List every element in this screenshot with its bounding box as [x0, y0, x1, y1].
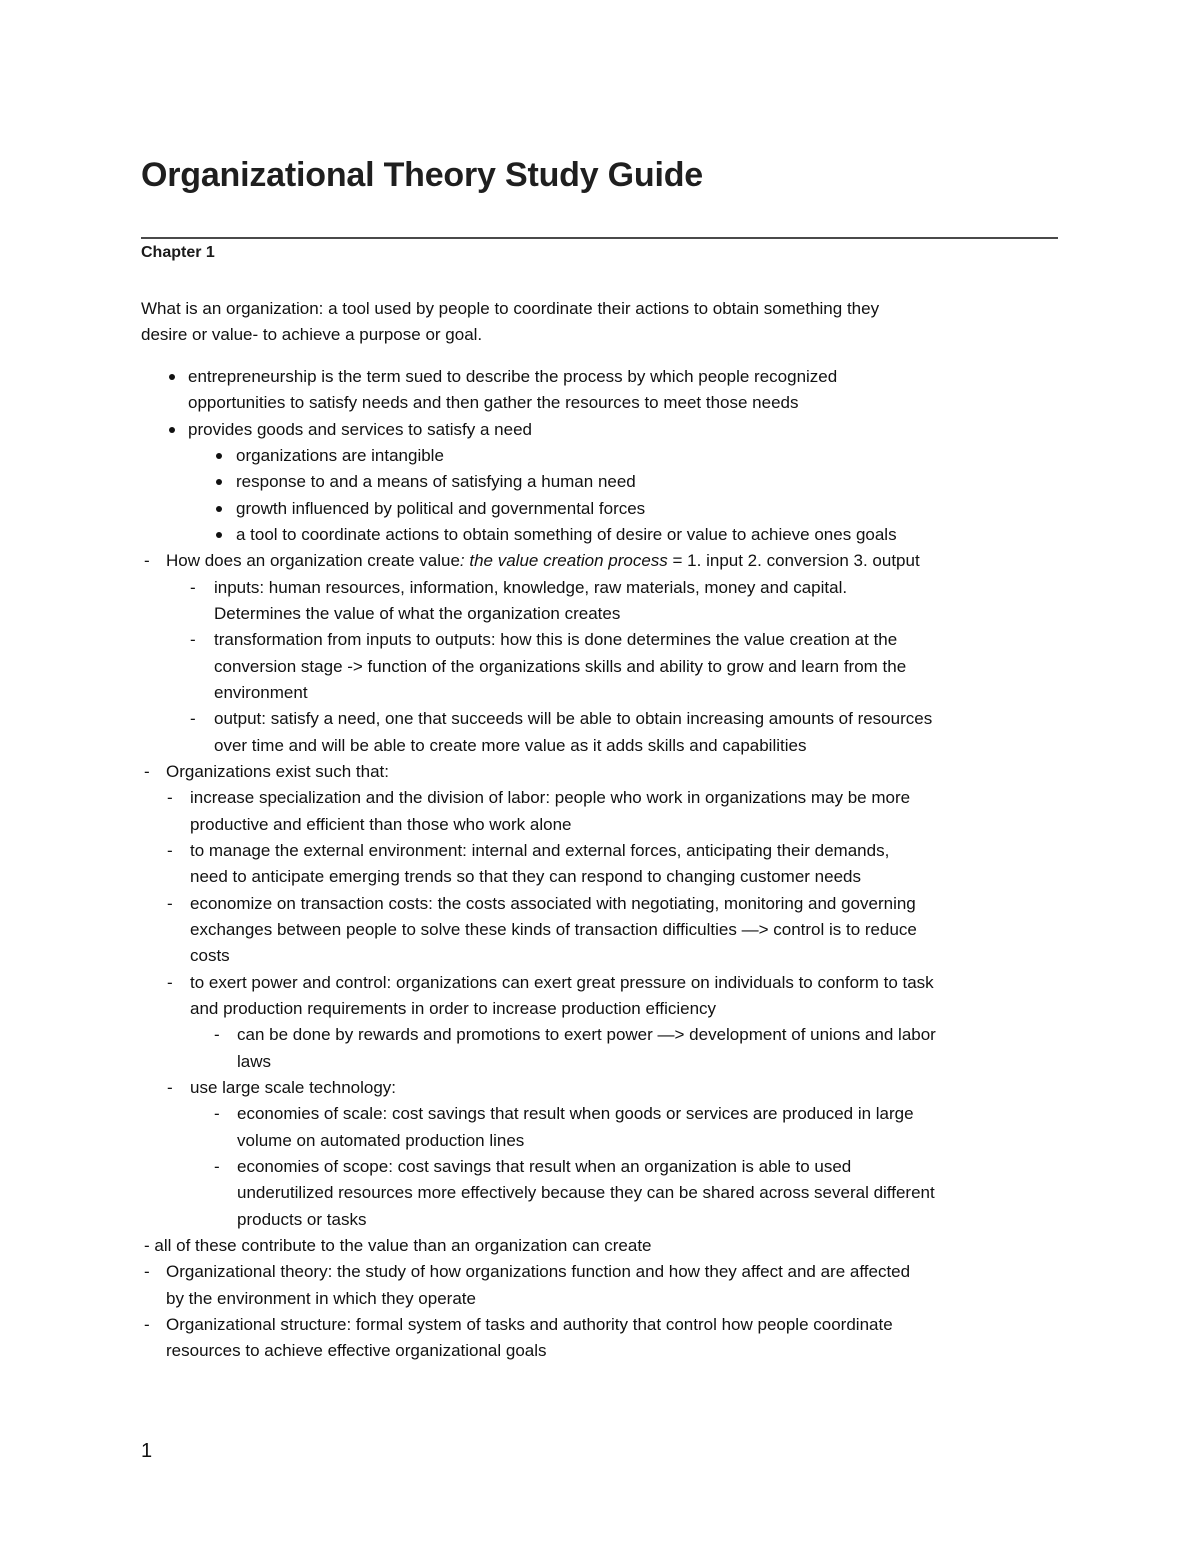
org-theory-line-1: Organizational theory: the study of how organizations function and how they affect and are affected: [166, 1262, 911, 1281]
transaction-costs-line-1: economize on transaction costs: the costs associated with negotiating, monitoring and governing: [190, 894, 916, 913]
sub-bullet-growth: growth influenced by political and governmental forces: [236, 499, 646, 518]
specialization-line-1: increase specialization and the division of labor: people who work in organizations may be more: [190, 788, 911, 807]
transformation-line-1: transformation from inputs to outputs: how this is done determines the value creation at the: [214, 630, 898, 649]
bullet-dot: [216, 532, 222, 538]
output-line-1: output: satisfy a need, one that succeeds will be able to obtain increasing amounts of resources: [214, 709, 933, 728]
dash-marker: -: [190, 630, 196, 649]
value-process-italic: : the value creation process: [459, 551, 668, 570]
transformation-line-3: environment: [214, 683, 308, 702]
contribution-note: - all of these contribute to the value than an organization can create: [144, 1236, 652, 1255]
sub-bullet-human-need: response to and a means of satisfying a human need: [236, 472, 636, 491]
page-title: Organizational Theory Study Guide: [141, 156, 704, 194]
dash-marker: -: [214, 1157, 220, 1176]
economies-scale-line-1: economies of scale: cost savings that result when goods or services are produced in large: [237, 1104, 914, 1123]
bullet-entrepreneurship-1: entrepreneurship is the term sued to describe the process by which people recognized: [188, 367, 838, 386]
dash-marker: -: [167, 788, 173, 807]
output-line-2: over time and will be able to create more value as it adds skills and capabilities: [214, 736, 807, 755]
dash-marker: -: [144, 1262, 150, 1281]
dash-marker: -: [144, 762, 150, 781]
bullet-dot: [216, 453, 222, 459]
bullet-dot: [216, 479, 222, 485]
dash-marker: -: [144, 1315, 150, 1334]
dash-marker: -: [214, 1104, 220, 1123]
value-creation-question: [166, 548, 920, 574]
power-sub-line-1: can be done by rewards and promotions to exert power —> development of unions and labor: [237, 1025, 936, 1044]
economies-scale-line-2: volume on automated production lines: [237, 1131, 525, 1150]
bullet-entrepreneurship-2: opportunities to satisfy needs and then gather the resources to meet those needs: [188, 393, 799, 412]
economies-scope-line-1: economies of scope: cost savings that result when an organization is able to used: [237, 1157, 852, 1176]
dash-marker: -: [190, 578, 196, 597]
chapter-heading: Chapter 1: [141, 244, 215, 261]
value-question-text: How does an organization create value: [166, 551, 460, 570]
power-control-line-2: and production requirements in order to increase production efficiency: [190, 999, 717, 1018]
external-env-line-1: to manage the external environment: internal and external forces, anticipating their demands,: [190, 841, 890, 860]
specialization-line-2: productive and efficient than those who work alone: [190, 815, 572, 834]
dash-marker: -: [167, 1078, 173, 1097]
bullet-dot: [216, 506, 222, 512]
org-structure-line-2: resources to achieve effective organizational goals: [166, 1341, 547, 1360]
intro-line-2: desire or value- to achieve a purpose or goal.: [141, 325, 483, 344]
external-env-line-2: need to anticipate emerging trends so that they can respond to changing customer needs: [190, 867, 861, 886]
transaction-costs-line-3: costs: [190, 946, 230, 965]
transformation-line-2: conversion stage -> function of the organizations skills and ability to grow and learn from the: [214, 657, 907, 676]
sub-bullet-tool: a tool to coordinate actions to obtain something of desire or value to achieve ones goals: [236, 525, 897, 544]
dash-marker: -: [167, 841, 173, 860]
dash-marker: -: [190, 709, 196, 728]
value-process-steps: = 1. input 2. conversion 3. output: [667, 551, 920, 570]
intro-line-1: What is an organization: a tool used by people to coordinate their actions to obtain something they: [141, 299, 880, 318]
technology-heading: use large scale technology:: [190, 1078, 397, 1097]
bullet-dot: [169, 427, 175, 433]
title-divider: [141, 237, 1058, 239]
inputs-line-2: Determines the value of what the organization creates: [214, 604, 621, 623]
dash-marker: -: [214, 1025, 220, 1044]
dash-marker: -: [167, 894, 173, 913]
power-sub-line-2: laws: [237, 1052, 272, 1071]
bullet-dot: [169, 374, 175, 380]
transaction-costs-line-2: exchanges between people to solve these kinds of transaction difficulties —> control is to reduce: [190, 920, 917, 939]
dash-marker: -: [144, 551, 150, 570]
sub-bullet-intangible: organizations are intangible: [236, 446, 444, 465]
inputs-line-1: inputs: human resources, information, knowledge, raw materials, money and capital.: [214, 578, 848, 597]
economies-scope-line-2: underutilized resources more effectively because they can be shared across several different: [237, 1183, 935, 1202]
power-control-line-1: to exert power and control: organizations can exert great pressure on individuals to conform to task: [190, 973, 934, 992]
dash-marker: -: [167, 973, 173, 992]
bullet-goods-services: provides goods and services to satisfy a need: [188, 420, 532, 439]
organizations-exist-heading: Organizations exist such that:: [166, 762, 390, 781]
economies-scope-line-3: products or tasks: [237, 1210, 367, 1229]
org-structure-line-1: Organizational structure: formal system of tasks and authority that control how people coordinate: [166, 1315, 893, 1334]
page-number: 1: [141, 1440, 153, 1462]
org-theory-line-2: by the environment in which they operate: [166, 1289, 476, 1308]
